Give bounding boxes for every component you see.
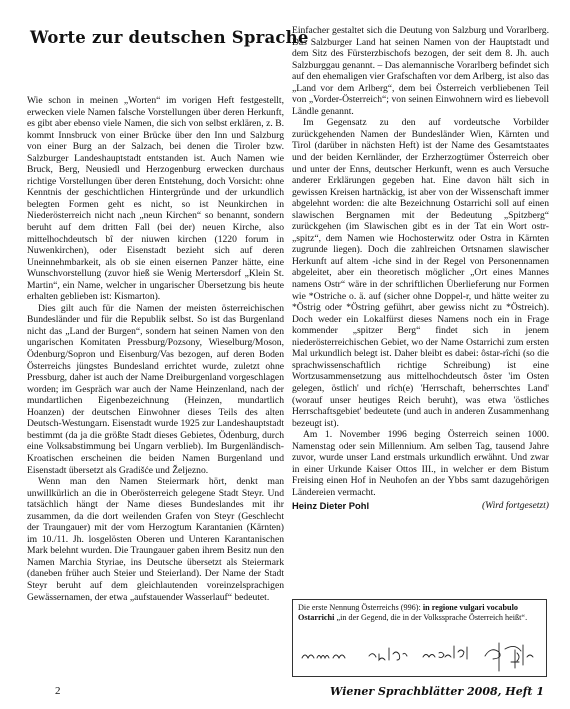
manuscript-image xyxy=(297,630,542,674)
paragraph: Wie schon in meinen „Worten“ im vorigen Heft festgestellt, erwecken viele Namen falsche Vorstellungen über deren Herkunft, es gibt aber ebenso viele Namen, die sich von selbst erklären, z. B. kommt Innsbruck von einer Brücke über den Inn und Salzburg von einer Burg an der Salzach, bei denen die Tiroler bzw. Salzburger Landeshauptstadt entstanden ist. Auch Namen wie Bruck, Berg, Neusiedl und Herzogenburg erwecken durchaus richtige Vorstellungen über deren Entstehung, doch Vorsicht: ohne Kenntnis der geschichtlichen Hintergründe und der urkundlich belegten Formen geht es nicht, so ist Neunkirchen in Niederösterreich nicht nach „neun Kirchen“ so benannt, sondern beruht auf dem dritten Fall (bei der) neuen Kirche, also mittelhochdeutsch bî der niuwen kirchen (1220 forum in Nuwenkirchen), oder Eisenstadt bezieht sich auf deren Uneinnehmbarkeit, als ob sie einen eisernen Panzer hätte, eine Wunschvorstellung (zuvor hieß sie Wenig Mertersdorf „Klein St. Martin“, ein Name, welcher in ungarischer Übersetzung bis heute erhalten geblieben ist: Kismarton). xyxy=(27,95,284,303)
paragraph: Im Gegensatz zu den auf vordeutsche Vorbilder zurückgehenden Namen der Bundesländer Wien, Kärnten und Tirol (darüber in nächsten Heft) ist der Name des Gesamtstaates und der beiden Kernländer, der Erzherzogtümer Österreich ober und unter der Enns, deutscher Herkunft, wenn es auch Versuche anderer Erklärungen gegeben hat. Eine davon hält sich in gewissen Kreisen hartnäckig, ist aber von der Wissenschaft immer abgelehnt worden: die alte Bezeichnung Ostarrichi soll auf einen slawischen Bergnamen mit der Bedeutung „Spitzberg“ zurückgehen (im Slawischen gibt es in der Tat ein Wort ostr- „spitz“, dem Namen wie Hochosterwitz oder Ostra in Kärnten zugrunde liegen). Doch die zahlreichen Ortsnamen slawischer Herkunft auf altem -iche sind in der Regel von Personennamen abgeleitet, aber ein theoretisch möglicher „Ort eines Mannes namens Ostr“ wäre in der schriftlichen Überlieferung nur Formen wie *Ostriche o. ä. auf (sicher ohne Doppel-r, und hätte weiter zu *Östrig oder *Östring geführt, aber gewiss nicht zu *Östreich). Doch weder ein Lokalfürst dieses Namens noch ein in Frage kommender „spitzer Berg“ findet sich in jenem niederösterreichischen Gebiet, wo der Name Ostarrichi zum ersten Mal urkundlich belegt ist. Daher bleibt es dabei: ôstar-rîchi (so die sprachwissenschaftlich richtige Schreibung) ist eine Wortzusammensetzung aus mittelhochdeutsch ôster 'im Osten gelegen, östlich' und rîch(e) 'Herrschaft, beherrschtes Land' (worauf unser heutiges Reich beruht), was etwa 'östliches Herrschaftsgebiet' bedeutete (und auch in anderen Zusammenhang bezeugt ist). xyxy=(292,117,549,429)
manuscript-figure xyxy=(292,599,547,677)
right-column xyxy=(292,25,549,512)
page-number: 2 xyxy=(55,685,61,697)
paragraph: Am 1. November 1996 beging Österreich seinen 1000. Namenstag oder sein Millennium. Am selben Tag, tausend Jahre zuvor, wurde unser Land erstmals urkundlich erwähnt. Und zwar in einer Urkunde Kaiser Ottos III., in welcher er dem Bistum Freising einen Hof in Neuhofen an der Ybbs samt dazugehörigen Ländereien vermacht. xyxy=(292,429,549,498)
continued-note: (Wird fortgesetzt) xyxy=(481,500,549,512)
journal-footer: Wiener Sprachblätter 2008, Heft 1 xyxy=(330,685,544,698)
page-title: Worte zur deutschen Sprache xyxy=(30,28,309,47)
left-column xyxy=(27,95,284,603)
author-name: Heinz Dieter Pohl xyxy=(292,500,370,512)
paragraph: Wenn man den Namen Steiermark hört, denkt man unwillkürlich an die in Oberösterreich gelegene Stadt Steyr. Und tatsächlich hängt der Name dieses Bundeslandes mit ihr zusammen, da die dort weilenden Grafen von Steyr (Geschlecht der Traungauer) mit der vom Herzogtum Karantanien (Kärnten) im 10./11. Jh. losgelösten Oberen und Unteren Karantanischen Mark belehnt wurden. Die Traungauer gaben ihrem Besitz nun den Namen Marchia Styriae, ins Deutsche übersetzt als Steiermark (daneben früher auch Steier und Steierland). Der Name der Stadt Steyr beruht auf dem gleichlautenden voreinzelsprachigen Gewässernamen, der etwa „aufstauender Wasserlauf“ bedeutet. xyxy=(27,476,284,603)
figure-caption: Die erste Nennung Österreichs (996): in regione vulgari vocabulo Ostarrichi „in der Gegend, die in der Volkssprache Österreich heißt“. xyxy=(298,603,528,622)
signature-line xyxy=(292,500,549,512)
paragraph: Dies gilt auch für die Namen der meisten österreichischen Bundesländer und für die Republik selbst. So ist das Burgenland nicht das „Land der Burgen“, sondern hat seinen Namen von den ungarischen Komitaten Pressburg/Pozsony, Wieselburg/Moson, Ödenburg/Sopron und Eisenburg/Vas bezogen, auf deren Boden Österreichs jüngstes Bundesland errichtet wurde, zuletzt ohne Pressburg, daher ist auch der Name Dreiburgenland vorgeschlagen worden; im Gespräch war auch der Name Heinzenland, nach der mundartlichen Eigenbezeichnung (Heinzen, mundartlich Hoanzen) der deutschen Einwohner dieses Teils des alten Deutsch-Westungarn. Eisenstadt wurde 1925 zur Landeshauptstadt bestimmt (da ja die größte Stadt dieses Gebietes, Ödenburg, durch eine Volksabstimmung bei Ungarn verblieb). Im Burgenländisch-Kroatischen erscheinen die beiden Namen Burgenland und Eisenstadt übersetzt als Gradišće und Željezno. xyxy=(27,302,284,476)
paragraph: Einfacher gestaltet sich die Deutung von Salzburg und Vorarlberg. Das Salzburger Land hat seinen Namen von der Hauptstadt und dem Sitz des Fürsterzbischofs bezogen, der seit dem 8. Jh. auch Salzburggau genannt. – Das alemannische Vorarlberg befindet sich auf den ehemaligen vier Grafschaften vor dem Arlberg, ist also das „Land vor dem Arlberg“, dem bei Österreich verbliebenen Teil von „Vorder-Österreich“; von seinen Einwohnern wird es liebevoll Ländle genannt. xyxy=(292,25,549,117)
